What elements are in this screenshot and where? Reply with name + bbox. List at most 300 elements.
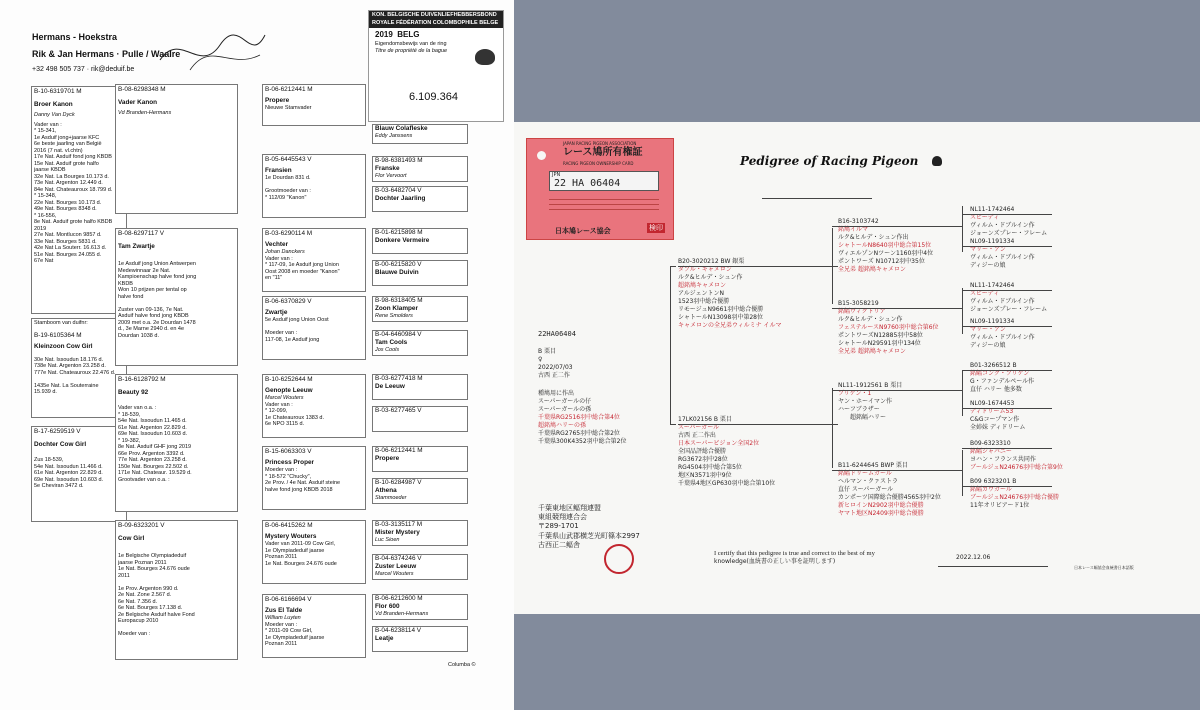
breeder: Vd Branden-Hermans bbox=[118, 110, 172, 116]
bracket-line bbox=[962, 448, 1052, 449]
note-line: 61e Nat. Argenton 22.829 d. bbox=[118, 424, 187, 431]
breeder: Danny Van Dyck bbox=[34, 112, 75, 118]
ancestor-line: ハーフブラザー bbox=[838, 406, 880, 413]
ancestor-ring: NL09-1674453 bbox=[970, 400, 1015, 407]
ring-number: B-10-6284987 V bbox=[375, 479, 422, 486]
ancestor-line: ポントワーズN12885羽中58位 bbox=[838, 332, 923, 339]
card-country: BELG bbox=[397, 30, 420, 39]
note-line: 2016 (7 nat. vl.chtn) bbox=[34, 147, 83, 154]
ring-number: B-04-6238114 V bbox=[375, 627, 422, 634]
subject-note: 千葉県300K4352羽中総合第2位 bbox=[538, 438, 627, 445]
note-line: halve fond bbox=[118, 293, 144, 300]
gen4-box bbox=[372, 520, 468, 546]
ancestor-line-red: 全兄弟 超銘鳩キャメロン bbox=[838, 348, 906, 355]
card-title-nl: KON. BELGISCHE DUIVENLIEFHEBBERSBOND bbox=[369, 11, 503, 20]
note-line: 2e Prov. / 4e Nat. Asduif steine bbox=[265, 480, 341, 486]
gen4-ancestor bbox=[970, 238, 1035, 270]
owner-name: Hermans - Hoekstra bbox=[32, 32, 118, 42]
note-line: 1e Nat. Bourges 24.676 oude bbox=[265, 560, 337, 567]
note-line: halve fond jong KBDB 2018 bbox=[265, 486, 333, 493]
subject-note: 千葉県RG2765羽中総合第2位 bbox=[538, 430, 620, 437]
gen3-box bbox=[262, 594, 366, 658]
gen4-box bbox=[372, 554, 468, 580]
gen3-box bbox=[262, 228, 366, 292]
note-line: 51e Nat. Bourges 24.055 d. bbox=[34, 251, 102, 258]
note-line: 1e Dourdan 831 d. bbox=[265, 175, 311, 181]
note-line: 1e Belgische Olympiadeduif bbox=[118, 553, 187, 559]
ring-number-field bbox=[549, 171, 659, 191]
gen4-box bbox=[372, 228, 468, 254]
pigeon-name: De Leeuw bbox=[375, 383, 405, 390]
bracket-line bbox=[762, 198, 872, 199]
pedigree-line-red: 超銘鳩キャメロン bbox=[678, 282, 727, 289]
card-heading: レース鳩所有権証 bbox=[563, 147, 643, 158]
breeder: Johan Danckers bbox=[265, 249, 305, 255]
note-line: Nieuwe Stamvader bbox=[265, 105, 312, 111]
ancestor-line-red: ヤマト地区N2409羽中総合優勝 bbox=[838, 510, 924, 517]
note-line: * 117-09, 1e Asduif jong Union bbox=[265, 262, 339, 268]
ancestor-name: マリー・アン bbox=[970, 326, 1006, 333]
japanese-pedigree-sheet bbox=[514, 122, 1200, 614]
bracket-line bbox=[670, 266, 676, 267]
gen2-box-3 bbox=[115, 374, 238, 512]
ancestor-name: 銘鲾ジャパニー bbox=[970, 448, 1012, 455]
ring-number: B-17-6259519 V bbox=[34, 428, 81, 435]
pigeon-name: Tam Zwartje bbox=[118, 243, 155, 250]
pigeon-name: Athena bbox=[375, 487, 397, 494]
ancestor-line: ルク&ヒルデ・シュン作出 bbox=[838, 234, 909, 241]
subject-line: 古西 正二作 bbox=[538, 372, 570, 379]
ownership-card bbox=[368, 10, 504, 122]
ring-number: B-15-6063303 V bbox=[265, 448, 312, 455]
ring-number: B-04-6374246 V bbox=[375, 555, 422, 562]
note-line: 42e Nat La Souterr. 16.613 d. bbox=[34, 245, 107, 251]
ancestor-line-red: ブールジュN24676羽中総合第9位 bbox=[970, 464, 1063, 471]
ancestor-ring: NL09-1191334 bbox=[970, 238, 1015, 245]
bracket-line bbox=[962, 326, 1052, 327]
note-line: Grootmoeder van : bbox=[265, 188, 311, 194]
note-line: Moeder van : bbox=[265, 621, 298, 628]
owner-contact: +32 498 505 737 · rik@deduif.be bbox=[32, 66, 135, 73]
note-line: en "11" bbox=[265, 275, 283, 281]
note-line: * 18-539, bbox=[118, 411, 141, 418]
breeder: Eddy Janssens bbox=[375, 133, 413, 139]
gen4-box bbox=[372, 296, 468, 322]
bracket-line bbox=[962, 486, 1052, 487]
bracket-line bbox=[678, 424, 838, 425]
card-year: 2019 bbox=[375, 30, 393, 39]
doc-title: Pedigree of Racing Pigeon bbox=[740, 154, 919, 168]
ring-prefix: JPN bbox=[552, 172, 561, 178]
note-line: Vader van o.a. : bbox=[118, 405, 157, 411]
bracket-line bbox=[962, 246, 1052, 247]
ring-number: B-03-3135117 M bbox=[375, 521, 423, 528]
ring-number: B-06-6212441 M bbox=[375, 447, 423, 454]
note-line: 1e Olympiadeduif jaarse bbox=[265, 547, 325, 554]
gen4-ancestor bbox=[970, 282, 1047, 314]
subject-notes bbox=[538, 390, 626, 446]
bracket-line bbox=[938, 566, 1048, 567]
pedigree-line: ルク&ヒルデ・シュン作 bbox=[678, 274, 743, 281]
breeder: Marcel Wouters bbox=[265, 395, 304, 401]
subject-lines bbox=[538, 348, 626, 380]
ancestor-line: C&Gコープマン作 bbox=[970, 416, 1020, 423]
ring-number: B-08-6297117 V bbox=[118, 230, 165, 237]
note-line: Zus 18-539, bbox=[34, 457, 64, 463]
note-line: Dourdan 1038 d. bbox=[118, 332, 159, 339]
ancestor-line: カンポーツ国際総合優勝4565羽中2位 bbox=[838, 494, 941, 501]
gen1-sire bbox=[31, 86, 127, 314]
ancestor-ring: NL11-1742464 bbox=[970, 206, 1015, 213]
note-line: d., 3e Marne 2940 d. en 4e bbox=[118, 326, 185, 332]
pigeon-name: Vechter bbox=[265, 241, 289, 248]
notes bbox=[32, 457, 126, 490]
bracket-line bbox=[962, 370, 1052, 371]
note-line: 6e beste jaarling van België bbox=[34, 141, 102, 147]
owner-names-location: Rik & Jan Hermans · Pulle / Waalre bbox=[32, 49, 181, 59]
note-line: * 15-341, bbox=[34, 128, 57, 134]
gen3-box bbox=[262, 446, 366, 510]
pedigree-line: 古西 正二作出 bbox=[678, 432, 716, 439]
note-line: 2e Nat. Zone 2.567 d. bbox=[118, 592, 172, 598]
breeder: Jos Cools bbox=[375, 347, 400, 353]
note-line: * 12-099, bbox=[265, 408, 288, 414]
ancestor-line: ヘルマン・クァストラ bbox=[838, 478, 899, 485]
note-line: 2009 met o.a. 2e Dourdan 1478 bbox=[118, 319, 196, 326]
bracket-line bbox=[962, 288, 963, 334]
dam-ring: 17LK02156 B 栗目 bbox=[678, 416, 732, 423]
ring-number: B-01-6215898 M bbox=[375, 229, 423, 236]
ring-number: B-98-6318405 M bbox=[375, 297, 423, 304]
ancestor-line: 超銘鲾ハリー bbox=[838, 414, 887, 421]
breeder: Flor Vervoort bbox=[375, 173, 407, 179]
pigeon-name: Tam Cools bbox=[375, 339, 408, 346]
ancestor-line-red: 全兄弟 超銘鳩キャメロン bbox=[838, 266, 906, 273]
ancestor-line: ヴィルム・ドブルイン作 bbox=[970, 298, 1035, 305]
bracket-line bbox=[832, 390, 962, 391]
note-line: Poznan 2011 bbox=[265, 554, 298, 560]
pigeon-name: Beauty 92 bbox=[118, 389, 149, 396]
subject-note: スーパーガールの仔 bbox=[538, 398, 592, 405]
ancestor-line: ジョーンズプレー・フレーム bbox=[970, 306, 1048, 313]
sire-body bbox=[678, 274, 782, 330]
gen4-box bbox=[372, 406, 468, 432]
note-line: 73e Nat. Argenton 12.449 d. bbox=[34, 180, 103, 186]
note-line: 6e Nat. 7.356 d. bbox=[118, 598, 158, 605]
gen4-box bbox=[372, 186, 468, 212]
note-line: Medewinnaar 2e Nat. bbox=[118, 267, 171, 274]
note-line: 2019 bbox=[34, 225, 47, 232]
dam bbox=[678, 416, 775, 488]
note-line: 1e Chateauroux 1383 d. bbox=[265, 414, 325, 421]
pigeon-name: Donkere Vermeire bbox=[375, 237, 430, 244]
gen4-box bbox=[372, 260, 468, 286]
bracket-line bbox=[678, 266, 838, 267]
pigeon-logo-icon bbox=[475, 49, 495, 65]
pigeon-name: Propere bbox=[265, 97, 290, 104]
notes bbox=[116, 553, 237, 638]
ancestor-line: シャトールN29591羽中134位 bbox=[838, 340, 921, 347]
ancestor-name: 銘鲾カウガール bbox=[970, 486, 1012, 493]
breeder: Marcel Wouters bbox=[375, 571, 414, 577]
ancestor-line: ヴィルム・ドブルイン作 bbox=[970, 222, 1035, 229]
ancestor-line-red: 新ヒロインN2902羽中総合優勝 bbox=[838, 502, 924, 509]
ring-number: B-06-6166694 V bbox=[265, 596, 312, 603]
pigeon-name: Blauw Colafleske bbox=[375, 125, 428, 132]
note-line: jaarse Poznan 2011 bbox=[118, 559, 167, 566]
pedigree-line: アルジェントンN bbox=[678, 290, 724, 297]
note-line: 2011 bbox=[118, 572, 130, 579]
pigeon-silhouette-icon bbox=[932, 156, 942, 166]
bracket-line bbox=[962, 370, 963, 416]
pigeon-name: Fransien bbox=[265, 167, 292, 174]
pedigree-line-red: 日本スーパービジョン全国2位 bbox=[678, 440, 760, 447]
subject-pigeon bbox=[538, 330, 626, 446]
note-line: Moeder van : bbox=[265, 330, 298, 336]
note-line: 2e Belgische Asduif halve Fond bbox=[118, 611, 195, 618]
gen3-box bbox=[262, 296, 366, 360]
subject-note: スーパーガールの孫 bbox=[538, 406, 592, 413]
note-line: 33e Nat. Bourges 5831 d. bbox=[34, 238, 97, 245]
pigeon-name: Franske bbox=[375, 165, 400, 172]
ancestor-ring: B16-3103742 bbox=[838, 218, 879, 225]
note-line: 17e Nat. Asduif fond jong KBDB bbox=[34, 154, 112, 160]
note-line: Zuster van 09-136, 7e Nat. bbox=[118, 306, 184, 313]
note-line: 1e Prov. Argenton 990 d. bbox=[118, 585, 179, 592]
pigeon-name: Genopte Leeuw bbox=[265, 387, 313, 394]
note-line: Kampioenschap halve fond jong bbox=[118, 274, 197, 280]
breeder: Rene Smolders bbox=[375, 313, 413, 319]
notes bbox=[32, 122, 126, 265]
pigeon-name: Mister Mystery bbox=[375, 529, 420, 536]
gen2-box-4 bbox=[115, 520, 238, 660]
note-line: Moeder van : bbox=[118, 631, 151, 637]
ancestor-name: スピーディ bbox=[970, 290, 1000, 297]
card-number: 6.109.364 bbox=[409, 91, 458, 103]
note-line: 738e Nat. Argenton 23.258 d. bbox=[34, 363, 106, 369]
pigeon-name: Princess Proper bbox=[265, 459, 315, 466]
note-line: 1e Nat. Bourges 24.676 oude bbox=[118, 566, 190, 572]
pigeon-name: Flor 600 bbox=[375, 603, 400, 610]
gen1-middle bbox=[31, 318, 127, 418]
ancestor-ring: B01-3266512 B bbox=[970, 362, 1017, 369]
ancestor-ring: NL11-1912561 B 栗目 bbox=[838, 382, 903, 389]
pedigree-line: 地区N3571羽中9位 bbox=[678, 472, 732, 479]
sire bbox=[678, 258, 782, 330]
notes bbox=[116, 405, 237, 483]
subject-line: ♀ bbox=[538, 356, 543, 363]
note-line: * 15-348, bbox=[34, 193, 57, 199]
gen2-box-2 bbox=[115, 228, 238, 366]
ancestor-line: ヴィルム・ドブルイン作 bbox=[970, 334, 1035, 341]
ring-number: B-03-6482704 V bbox=[375, 187, 422, 194]
gen4-box bbox=[372, 626, 468, 652]
card-assoc: 日本鳩レース協会 bbox=[555, 227, 611, 235]
ancestor-line: ヴィエルゾンNツーン1160羽中4位 bbox=[838, 250, 934, 257]
card-body-text bbox=[549, 197, 659, 225]
note-line: 117-08, 1e Asduif jong bbox=[265, 336, 320, 343]
pedigree-line: シャトールN13098羽中第28位 bbox=[678, 314, 763, 321]
pigeon-name: Propere bbox=[375, 455, 400, 462]
note-line: 5e Cheviran 3472 d. bbox=[34, 483, 84, 489]
note-line: 61e Nat. Argenton 22.829 d. bbox=[34, 470, 103, 476]
ancestor-line: ジョーンズプレー・フレーム bbox=[970, 230, 1048, 237]
note-line: Won 10 prijzen per tental op bbox=[118, 287, 187, 293]
gen4-ancestor bbox=[970, 206, 1047, 238]
bracket-line bbox=[670, 424, 676, 425]
gen4-box bbox=[372, 330, 468, 356]
pigeon-name: Cow Girl bbox=[118, 535, 145, 542]
note-line: KBDB bbox=[118, 280, 133, 287]
card-sub-en2: RACING PIGEON OWNERSHIP CARD bbox=[563, 161, 634, 166]
club-line: 千葉東地区鲾翔連盟 bbox=[538, 504, 601, 512]
bracket-line bbox=[962, 290, 1052, 291]
ring-number: B-19-6105364 M bbox=[34, 331, 82, 339]
pigeon-name: Mystery Wouters bbox=[265, 533, 317, 540]
signature bbox=[150, 20, 270, 80]
certify-line-2: knowledge(血統書の正しい事を証明します) bbox=[714, 558, 836, 565]
ancestor-ring: B09-6323310 bbox=[970, 440, 1011, 447]
certify-date: 2022.12.06 bbox=[956, 554, 991, 561]
breeder: Vd Branden-Hermans bbox=[375, 611, 429, 617]
note-line: 30e Nat. Issoudun 18.176 d. bbox=[34, 356, 104, 363]
footer: Columba © bbox=[448, 662, 476, 668]
bracket-line bbox=[962, 450, 963, 496]
ring-number: B-06-6212600 M bbox=[375, 595, 423, 602]
gen2-box-1 bbox=[115, 84, 238, 214]
gen3-box bbox=[262, 520, 366, 584]
ring-number: B-10-6319701 M bbox=[34, 88, 82, 95]
note-line: * 16-556, bbox=[34, 212, 57, 219]
card-sub-en: JAPAN RACING PIGEON ASSOCIATION bbox=[563, 141, 637, 146]
note-line: Vader van : bbox=[265, 255, 293, 262]
note-line: 8e Nat. Asduif GHF jong 2019 bbox=[118, 444, 192, 450]
note-line: Vader van : bbox=[265, 401, 293, 408]
subject-note-red: 超銘鳩ハリーの孫 bbox=[538, 422, 587, 429]
sire-name: ダブル・キャメロン bbox=[678, 266, 732, 273]
ring-number: B-06-6370829 V bbox=[265, 298, 312, 305]
bracket-line bbox=[832, 308, 962, 309]
ring-number: B-08-6298348 M bbox=[118, 86, 166, 93]
sire-dam-bracket bbox=[670, 266, 671, 424]
ancestor-name: マリー・アン bbox=[970, 246, 1006, 253]
notes bbox=[32, 357, 126, 396]
ancestor-name: 銘鲾ヴィクトリア bbox=[838, 308, 886, 315]
gen4-ancestor bbox=[970, 478, 1059, 510]
ring-number: B-03-6277418 M bbox=[375, 375, 423, 382]
jrpa-ownership-card bbox=[526, 138, 674, 240]
check-stamp: 検印 bbox=[649, 224, 663, 232]
ancestor-line: 直仔 スーパーガール bbox=[838, 486, 894, 493]
note-line: 6e Nat. Bourges 17.138 d. bbox=[118, 605, 183, 611]
gen1-dam bbox=[31, 426, 127, 522]
ring-number: B-98-6381493 M bbox=[375, 157, 423, 164]
ancestor-ring: B09 6323201 B bbox=[970, 478, 1017, 485]
dam-body bbox=[678, 432, 775, 488]
note-line: * 19-382, bbox=[118, 437, 141, 444]
ring-number: B-05-6445543 V bbox=[265, 156, 312, 163]
dam-parents-bracket bbox=[832, 388, 833, 468]
pedigree-line: 1523羽中総合優勝 bbox=[678, 298, 730, 305]
ring-number: B-16-6128792 M bbox=[118, 376, 166, 383]
note-line: * 112/09 "Kanon" bbox=[265, 194, 307, 201]
pigeon-name: Dochter Cow Girl bbox=[34, 441, 87, 448]
bracket-line bbox=[832, 470, 962, 471]
ancestor-line: G・ファンデルペール作 bbox=[970, 378, 1035, 385]
note-line: * 2011-09 Cow Girl, bbox=[265, 628, 313, 634]
note-line: 8e Nat. Asduif grote halfo KBDB bbox=[34, 219, 113, 225]
pedigree-line: リモージュN9661羽中総合優勝 bbox=[678, 306, 764, 313]
ancestor-line: 全姉妹 ディドリーム bbox=[970, 424, 1026, 431]
subject-line: B 栗目 bbox=[538, 348, 557, 355]
pedigree-line: RG3672羽中28位 bbox=[678, 456, 728, 463]
ancestor-name: 銘鳩イルマ bbox=[838, 226, 869, 233]
club-line: 〒289-1701 bbox=[538, 522, 579, 530]
note-line: Asduif halve fond jong KBDB bbox=[118, 313, 189, 319]
dam-name: スーパーガール bbox=[678, 424, 720, 431]
note-line: 15.939 d. bbox=[34, 389, 57, 395]
note-line: Grootvader van o.a. : bbox=[118, 476, 170, 483]
ancestor-line: ルク&ヒルデ・シュン作 bbox=[838, 316, 903, 323]
ancestor-name: ブリケン・1 bbox=[838, 390, 872, 397]
gen4-ancestor bbox=[970, 440, 1063, 472]
ancestor-line: ヴィルム・ドブルイン作 bbox=[970, 254, 1035, 261]
club-line: 古西正二鲾舎 bbox=[538, 541, 580, 549]
note-line: 32e Nat. La Bourges 10.173 d. bbox=[34, 173, 109, 180]
sire-ring: B20-3020212 BW 銀栗 bbox=[678, 258, 745, 265]
note-line: 1435e Nat. La Souterraine bbox=[34, 382, 99, 389]
gen3-box bbox=[262, 154, 366, 218]
notes bbox=[116, 261, 237, 339]
gen4-box bbox=[372, 156, 468, 182]
subject-ring: 22HA06404 bbox=[538, 330, 576, 338]
breeder: William Luyten bbox=[265, 615, 301, 621]
card-sub-fr: Titre de propriété de la bague bbox=[375, 47, 448, 54]
note-line: 1e Asduif jong+jaarse KFC bbox=[34, 134, 100, 141]
subject-line: 2022/07/03 bbox=[538, 364, 573, 371]
ancestor-line: ポントワーズ N10712羽中35位 bbox=[838, 258, 925, 265]
note-line: 15e Nat. Asduif grote halfo bbox=[34, 160, 99, 167]
ancestor-ring: B15-3058219 bbox=[838, 300, 879, 307]
footer-small: 日本レース鲾協会血統書日本語版 bbox=[1074, 565, 1134, 570]
gen4-box bbox=[372, 124, 468, 144]
ancestor-line: ディジーの娘 bbox=[970, 342, 1006, 349]
note-line: 54e Nat. Issoudun 11.465 d. bbox=[118, 418, 187, 424]
pedigree-line: 千葉県4地区GP630羽中総合第10位 bbox=[678, 480, 776, 487]
note-line: 77e Nat. Argenton 23.258 d. bbox=[118, 457, 187, 463]
bracket-line bbox=[832, 226, 962, 227]
note-line: 49e Nat. Bourges 8348 d. bbox=[34, 206, 97, 212]
subject-note: 種鳩用に作出 bbox=[538, 390, 575, 397]
ancestor-name: 銘鲾ドリームガール bbox=[838, 470, 892, 477]
ancestor-line-red: ブールジュN24676羽中総合優勝 bbox=[970, 494, 1060, 501]
pigeon-name: Zoon Klamper bbox=[375, 305, 418, 312]
gen4-ancestor bbox=[970, 400, 1025, 432]
gen4-ancestor bbox=[970, 318, 1035, 350]
ancestor-line: ディジーの娘 bbox=[970, 262, 1006, 269]
note-line: Europacup 2010 bbox=[118, 618, 159, 624]
breeder: Stamboom van duifnr: bbox=[34, 320, 88, 326]
note-line: 69e Nat. Issoudun 10.603 d. bbox=[118, 431, 188, 437]
ring-number: 22 HA 06404 bbox=[554, 178, 621, 189]
ring-number: B-10-6252644 M bbox=[265, 376, 313, 383]
note-line: Poznan 2011 bbox=[265, 641, 298, 647]
note-line: 6e NPO 3115 d. bbox=[265, 421, 305, 427]
gen3-box bbox=[262, 374, 366, 438]
pigeon-name: Kleinzoon Cow Girl bbox=[34, 342, 93, 350]
subject-note-red: 千葉県RG2516羽中総合第4位 bbox=[538, 414, 620, 421]
ancestor-ring: B11-6244645 BWP 栗目 bbox=[838, 462, 908, 469]
